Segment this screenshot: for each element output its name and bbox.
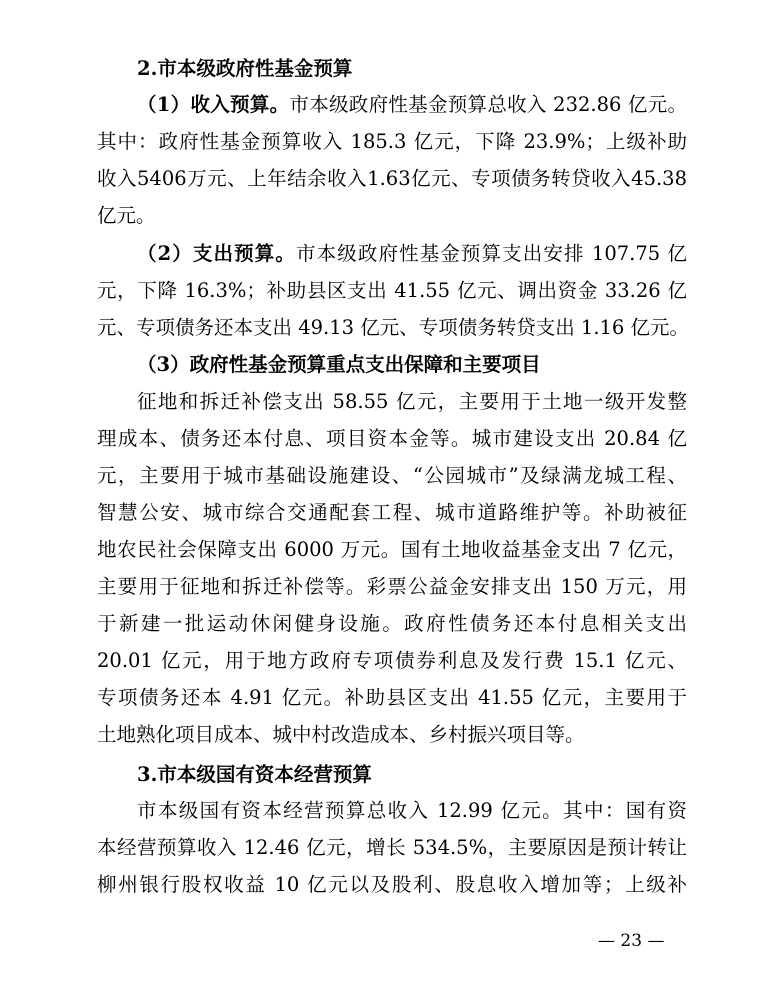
expense-line-2: 元，下降 16.3%；补助县区支出 41.55 亿元、调出资金 33.26 亿 [97,279,687,302]
key-expenditure-heading: （3）政府性基金预算重点支出保障和主要项目 [137,353,541,376]
key-line-1: 征地和拆迁补偿支出 58.55 亿元，主要用于土地一级开发整 [137,390,687,413]
expense-label: （2）支出预算。 [137,242,296,265]
income-line-2: 其中：政府性基金预算收入 185.3 亿元，下降 23.9%；上级补助 [97,130,687,153]
key-line-9: 专项债务还本 4.91 亿元。补助县区支出 41.55 亿元，主要用于 [97,686,687,709]
key-line-3: 元，主要用于城市基础设施建设、“公园城市”及绿满龙城工程、 [97,464,687,487]
income-paragraph-line-1 [137,91,687,119]
section-2-heading: 2.市本级政府性基金预算 [137,57,353,80]
income-label: （1）收入预算。 [137,93,290,116]
page-number: — 23 — [598,931,665,951]
expense-paragraph-line-1 [137,240,687,268]
income-text: 市本级政府性基金预算总收入 232.86 亿元。 [289,93,687,116]
expense-text: 市本级政府性基金预算支出安排 107.75 亿 [296,242,687,265]
key-line-6: 主要用于征地和拆迁补偿等。彩票公益金安排支出 150 万元，用 [97,575,687,598]
key-line-4: 智慧公安、城市综合交通配套工程、城市道路维护等。补助被征 [97,501,687,524]
income-line-4: 亿元。 [97,204,156,227]
key-line-10: 土地熟化项目成本、城中村改造成本、乡村振兴项目等。 [97,723,585,746]
income-line-3: 收入5406万元、上年结余收入1.63亿元、专项债务转贷收入45.38 [97,167,687,190]
section3-line-2: 本经营预算收入 12.46 亿元，增长 534.5%，主要原因是预计转让 [97,836,687,859]
expense-line-3: 元、专项债务还本支出 49.13 亿元、专项债务转贷支出 1.16 亿元。 [97,316,690,339]
section-3-heading: 3.市本级国有资本经营预算 [137,763,372,786]
key-line-5: 地农民社会保障支出 6000 万元。国有土地收益基金支出 7 亿元， [97,538,687,561]
section3-line-3: 柳州银行股权收益 10 亿元以及股利、股息收入增加等；上级补 [97,873,687,896]
key-line-8: 20.01 亿元，用于地方政府专项债券利息及发行费 15.1 亿元、 [97,649,687,672]
key-line-2: 理成本、债务还本付息、项目资本金等。城市建设支出 20.84 亿 [97,427,687,450]
section3-line-1: 市本级国有资本经营预算总收入 12.99 亿元。其中：国有资 [137,799,687,822]
key-line-7: 于新建一批运动休闲健身设施。政府性债务还本付息相关支出 [97,612,687,635]
